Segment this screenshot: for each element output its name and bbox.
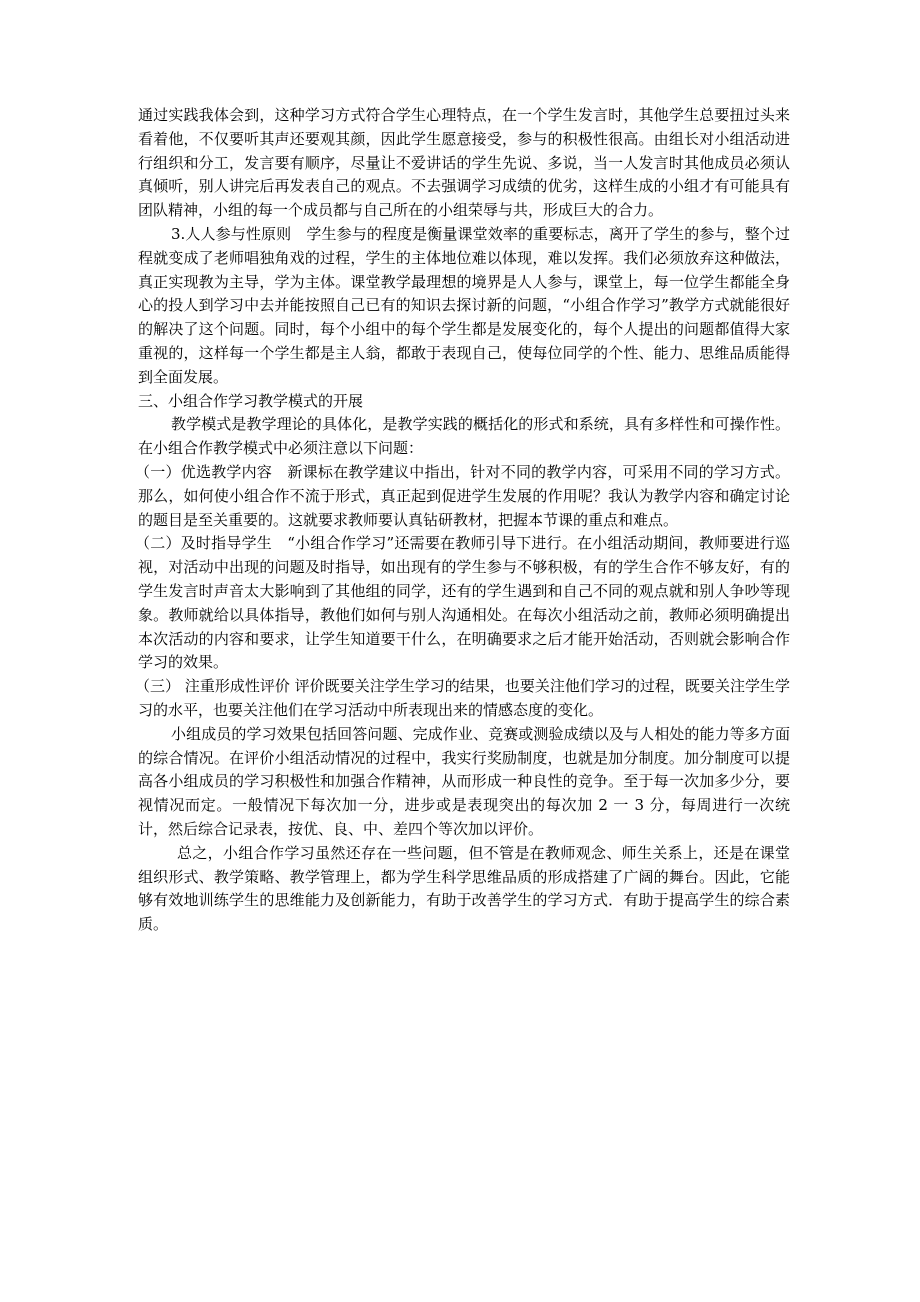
subsection-item-1: （一）优选教学内容 新课标在教学建议中指出，针对不同的教学内容，可采用不同的学习方式。那么，如何使小组合作不流于形式，真正起到促进学生发展的作用呢？我认为教学内容和确定讨论的题目是至关重要的。这就要求教师要认真钻研教材，把握本节课的重点和难点。 bbox=[135, 462, 790, 529]
subsection-item-2: （二）及时指导学生 “小组合作学习”还需要在教师引导下进行。在小组活动期间，教师要进行巡视，对活动中出现的问题及时指导，如出现有的学生参与不够积极，有的学生合作不够友好，有的学生发言时声音太大影响到了其他组的同学，还有的学生遇到和自己不同的观点就和别人争吵等现象。教师就给以具体指导，教他们如何与别人沟通相处。在每次小组活动之前，教师必须明确提出本次活动的内容和要求，让学生知道要干什么，在明确要求之后才能开始活动，否则就会影响合作学习的效果。 bbox=[135, 534, 790, 672]
body-paragraph: 通过实践我体会到，这种学习方式符合学生心理特点，在一个学生发言时，其他学生总要扭过头来看着他，不仅要听其声还要观其颜，因此学生愿意接受，参与的积极性很高。由组长对小组活动进行组织和分工，发言要有顺序，尽量让不爱讲话的学生先说、多说，当一人发言时其他成员必须认真倾听，别人讲完后再发表自己的观点。不去强调学习成绩的优劣，这样生成的小组才有可能具有团队精神，小组的每一个成员都与自己所在的小组荣辱与共，形成巨大的合力。 bbox=[138, 106, 790, 220]
conclusion-paragraph: 总之，小组合作学习虽然还存在一些问题，但不管是在教师观念、师生关系上，还是在课堂组织形式、教学策略、教学管理上，都为学生科学思维品质的形成搭建了广阔的舞台。因此，它能够有效地训练学生的思维能力及创新能力，有助于改善学生的学习方式．有助于提高学生的综合素质。 bbox=[138, 843, 790, 934]
body-paragraph: 教学模式是教学理论的具体化，是教学实践的概括化的形式和系统，具有多样性和可操作性。在小组合作教学模式中必须注意以下问题： bbox=[138, 415, 790, 458]
body-paragraph: 小组成员的学习效果包括回答问题、完成作业、竞赛或测验成绩以及与人相处的能力等多方面的综合情况。在评价小组活动情况的过程中，我实行奖励制度，也就是加分制度。加分制度可以提高各小组成员的学习积极性和加强合作精神，从而形成一种良性的竞争。至于每一次加多少分，要视情况而定。一般情况下每次加一分，进步或是表现突出的每次加 2 一 3 分，每周进行一次统计，然后综合记录表，按优、良、中、差四个等次加以评价。 bbox=[138, 724, 790, 838]
principle-paragraph: 3.人人参与性原则 学生参与的程度是衡量课堂效率的重要标志，离开了学生的参与，整个过程就变成了老师唱独角戏的过程，学生的主体地位难以体现，难以发挥。我们必须放弃这种做法，真正实现教为主导，学为主体。课堂教学最理想的境界是人人参与，课堂上，每一位学生都能全身心的投人到学习中去并能按照自己已有的知识去探讨新的问题，“小组合作学习”教学方式就能很好的解决了这个问题。同时，每个小组中的每个学生都是发展变化的，每个人提出的问题都值得大家重视的，这样每一个学生都是主人翁，都敢于表现自己，使每位同学的个性、能力、思维品质能得到全面发展。 bbox=[138, 224, 790, 386]
subsection-item-3: （三） 注重形成性评价 评价既要关注学生学习的结果，也要关注他们学习的过程，既要关注学生学习的水平，也要关注他们在学习活动中所表现出来的情感态度的变化。 bbox=[135, 677, 790, 719]
document-page bbox=[135, 104, 790, 937]
section-heading: 三、小组合作学习教学模式的开展 bbox=[138, 391, 364, 410]
